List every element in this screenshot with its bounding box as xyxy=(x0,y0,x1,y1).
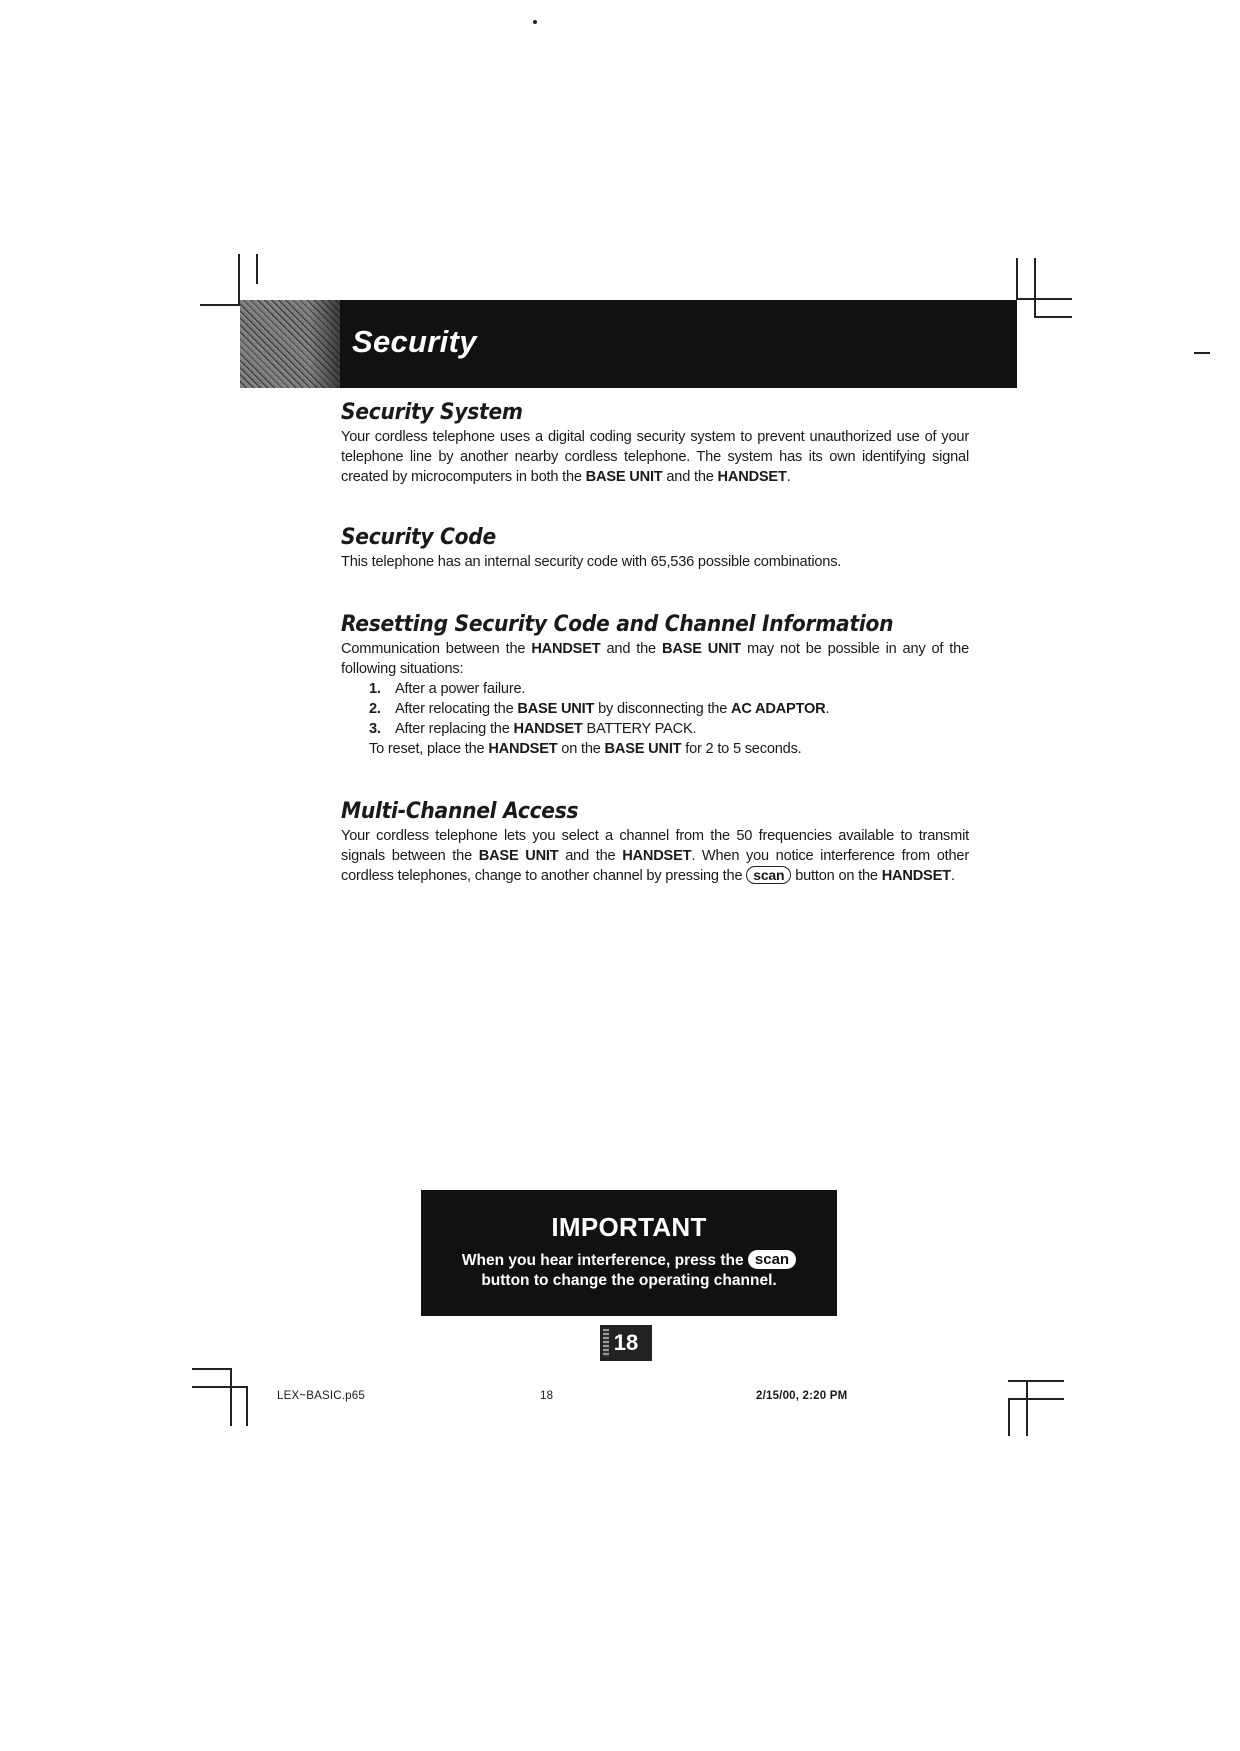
section-heading: Security System xyxy=(341,400,523,425)
important-callout xyxy=(421,1190,837,1316)
term-base-unit: BASE UNIT xyxy=(478,848,559,864)
section-security-code xyxy=(341,525,969,572)
term-handset: HANDSET xyxy=(531,641,601,657)
main-content xyxy=(341,400,969,886)
footer-timestamp: 2/15/00, 2:20 PM xyxy=(756,1390,848,1402)
section-body: This telephone has an internal security code with 65,536 possible combinations. xyxy=(341,554,842,570)
list-item: 1. After a power failure. xyxy=(369,681,526,697)
speck xyxy=(533,20,537,24)
scan-key-icon: scan xyxy=(748,1250,796,1269)
footer-page-number: 18 xyxy=(540,1390,554,1402)
section-heading: Resetting Security Code and Channel Information xyxy=(341,612,894,637)
section-multi-channel xyxy=(341,799,969,886)
term-base-unit: BASE UNIT xyxy=(585,469,663,485)
section-heading: Security Code xyxy=(341,525,496,550)
term-handset: HANDSET xyxy=(881,868,951,884)
important-title: IMPORTANT xyxy=(551,1212,707,1242)
section-resetting xyxy=(341,612,969,759)
list-item: 2. After relocating the BASE UNIT by disconnecting the AC ADAPTOR. xyxy=(369,701,830,717)
page-title: Security xyxy=(352,324,477,359)
term-base-unit: BASE UNIT xyxy=(661,641,742,657)
section-security-system xyxy=(341,400,969,487)
margin-dash xyxy=(1194,352,1210,354)
reset-steps-list xyxy=(341,679,969,739)
term-handset: HANDSET xyxy=(622,848,692,864)
section-body: Your cordless telephone lets you select a channel from the 50 frequencies available to transmit signals between the BASE UNIT and the HANDSET. When you notice interference from other cordless telephones, change to another channel by pressing the scan button on the HANDSET. xyxy=(341,828,969,884)
section-heading: Multi-Channel Access xyxy=(341,799,579,824)
section-body: Communication between the HANDSET and the BASE UNIT may not be possible in any of the following situations: xyxy=(341,641,969,677)
footer-file-name: LEX~BASIC.p65 xyxy=(277,1390,365,1402)
reset-note: To reset, place the HANDSET on the BASE UNIT for 2 to 5 seconds. xyxy=(369,741,802,757)
section-body: Your cordless telephone uses a digital coding security system to prevent unauthorized use of your telephone line by another nearby cordless telephone. The system has its own identifying signal created by microcomputers in both the BASE UNIT and the HANDSET. xyxy=(341,429,969,485)
header-texture-decoration xyxy=(240,300,340,388)
term-handset: HANDSET xyxy=(717,469,787,485)
scan-key-icon: scan xyxy=(746,866,791,884)
important-text: When you hear interference, press the scan button to change the operating channel. xyxy=(421,1250,837,1291)
page-number: 18 xyxy=(600,1325,652,1361)
list-item: 3. After replacing the HANDSET BATTERY PACK. xyxy=(369,721,697,737)
section-header-banner xyxy=(240,300,1017,388)
